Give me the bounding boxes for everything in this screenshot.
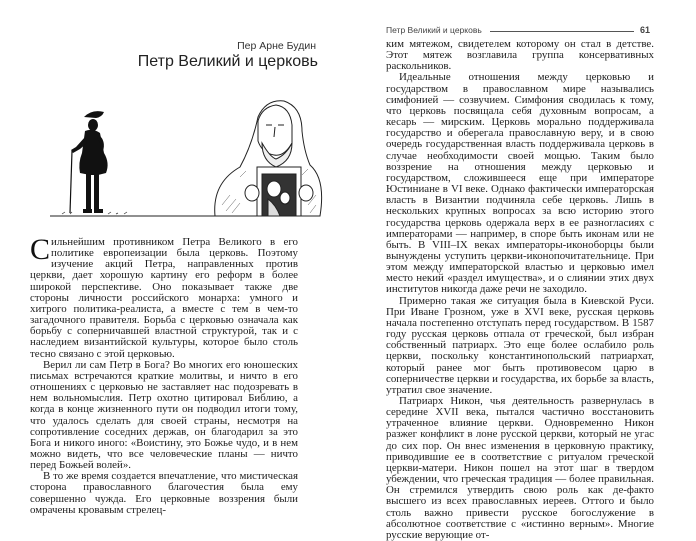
right-column-text: [386, 39, 654, 541]
paragraph: Примерно такая же ситуация была в Киевской Руси. При Иване Грозном, уже в XVI веке, русская церковь начала постепенно отступать перед государством. В 1587 году русская церковь отпала от греческой, был избран собственный патриарх. Это еще более ослабило роль церкви, поскольку константинопольский патриархат, который ранее мог быть противовесом царю в соперничестве церкви и государства, их борьбе за власть, утратил свое значение.: [386, 294, 654, 396]
paragraph: Идеальные отношения между церковью и государством в православном мире назывались симфонией — созвучием. Симфония сводилась к тому, что церковь посвящала себя духовным вопросам, а кесарь — мирским. Церковь морально поддерживала государство и оберегала православную веру, и в свою очередь государственная власть поддерживала церковь в случае необходимости своей мощью. Таким было воззрение на отношения между церковью и государством, сложившееся еще при императоре Юстиниане в VI веке. Однако фактически императорская власть в Византии подчиняла себе церковь. Лишь в нескольких крупных вопросах за всю историю этого государства церковь одержала верх в ее разногласиях с императорами — например, в споре быть иконам или не быть. В VIII–IX веках императоры-иконоборцы были вынуждены уступить церкви-иконопочитательнице. При этом между императорской властью и церковью имел место некий «раздел имущества», и о слиянии этих двух институтов никогда даже речи не заходило.: [386, 71, 654, 296]
peter-silhouette-icon: [71, 111, 108, 213]
page-number: 61: [639, 25, 650, 35]
running-head-rule: [490, 31, 634, 32]
paragraph: Верил ли сам Петр в Бога? Во многих его юношеских письмах встречаются краткие молитвы, и ничто в его отношениях с церковью не заставляет нас подозревать в нем вольномыслия. Петр охотно цитировал Библию, а когда в конце жизненного пути он подводил итоги тому, что удалось сделать для своей страны, несмотря на сопротивление соседних держав, он благодарил за это Бога и никого иного: «Воистину, это Божье чудо, и в нем можно видеть, что все человеческие планы — ничто перед Божьей волей».: [30, 358, 298, 472]
cane-icon: [70, 151, 72, 213]
running-head-title: Петр Великий и церковь: [386, 25, 482, 35]
paragraph: В то же время создается впечатление, что мистическая сторона православного благочестия была ему совершенно чужда. Его церковные воззрения были омрачены кровавым стрелец-: [30, 470, 298, 516]
left-page: [0, 0, 348, 540]
paragraph: Сильнейшим противником Петра Великого в его политике европеизации была церковь. Поэтому изучение акций Петра, направленных против церкви, дает хорошую картину его реформ в более широкой перспективе. Оно показывает также две стороны личности российского монарха: умного и хитрого политика-реалиста, а вместе с тем в чем-то загадочного правителя. Борьба с церковью означала как борьбу с соперничавшей властной структурой, так и с наследием византийской культуры, которое было столь тесно связано с этой церковью.: [30, 233, 298, 360]
chapter-title: Петр Великий и церковь: [137, 53, 318, 70]
monk-with-icon: [215, 101, 322, 216]
paragraph: Патриарх Никон, чья деятельность развернулась в середине XVII века, пытался частично восстановить утраченное влияние церкви. Одновременно Никон разжег конфликт в лоне русской церкви, который не угас до сих пор. Он внес изменения в церковную практику, приводившие ее в соответствие с ритуалом греческой церкви-матери. Никон пошел на этот шаг в твердом убеждении, что греческая традиция — более правильная. Он стремился утвердить свою роль как де-факто высшего из всех православных иереев. Оттого и было столь важно привести русское богослужение в абсолютное соответствие с «истинно верным». Многие русские верующие от-: [386, 395, 654, 541]
author-name: Пер Арне Будин: [237, 40, 316, 52]
left-column-text: [30, 233, 298, 516]
drop-cap: С: [30, 233, 51, 266]
continuation-paragraph: ким мятежом, свидетелем которому он стал в детстве. Этот мятеж возглавила группа консервативных раскольников.: [386, 38, 654, 73]
chapter-illustration: [40, 95, 330, 220]
running-head: [386, 23, 650, 35]
